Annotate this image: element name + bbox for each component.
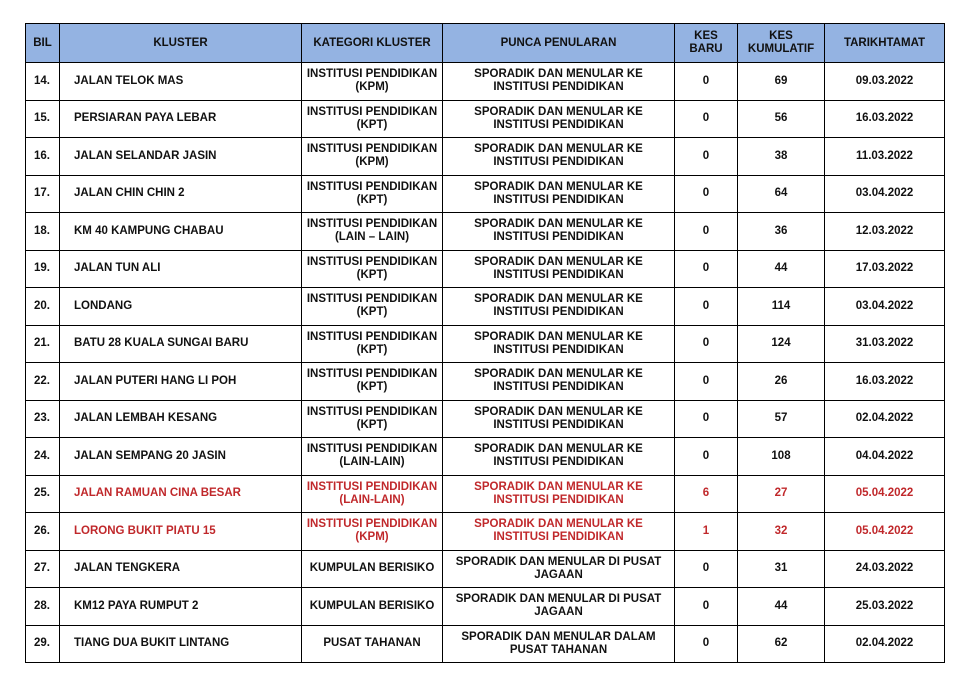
- cell-tarikh: [825, 213, 945, 251]
- cell-bil: [26, 438, 60, 476]
- cell-tarikh: [825, 100, 945, 138]
- cell-punca: [443, 625, 675, 663]
- cell-kluster-kluster: JALAN RAMUAN CINA BESAR: [74, 487, 241, 500]
- cell-punca: [443, 550, 675, 588]
- cell-kes-baru: [675, 475, 738, 513]
- cell-punca: [443, 438, 675, 476]
- cell-bil: [26, 588, 60, 626]
- cell-kategori: [302, 138, 443, 176]
- cell-kes-baru-baru: 0: [702, 412, 710, 425]
- header-tarikh: TARIKHTAMAT: [825, 24, 945, 63]
- cell-kes-kumulatif: [738, 138, 825, 176]
- cell-tarikh: [825, 513, 945, 551]
- cell-bil-bil: 27.: [34, 562, 50, 575]
- cell-kes-kumulatif: [738, 550, 825, 588]
- table-row: [26, 363, 945, 401]
- cell-kategori-kat1: INSTITUSI PENDIDIKAN: [306, 443, 438, 456]
- cell-kategori: [302, 550, 443, 588]
- cell-kategori-kat2: (LAIN-LAIN): [339, 493, 405, 506]
- cell-punca-punca2: INSTITUSI PENDIDIKAN: [493, 156, 624, 169]
- table-row: [26, 213, 945, 251]
- cell-kluster-kluster: TIANG DUA BUKIT LINTANG: [74, 637, 230, 650]
- cell-bil-bil: 14.: [34, 74, 50, 87]
- cell-punca-punca1: SPORADIK DAN MENULAR KE: [474, 330, 643, 343]
- cell-kes-baru: [675, 625, 738, 663]
- cell-kes-baru-baru: 0: [702, 562, 710, 575]
- cell-tarikh: [825, 588, 945, 626]
- cell-bil-bil: 22.: [34, 374, 50, 387]
- cell-kategori-kat1: PUSAT TAHANAN: [323, 637, 421, 650]
- cell-kes-kumulatif: [738, 363, 825, 401]
- cell-kluster: [60, 550, 302, 588]
- cell-kategori-kat1: INSTITUSI PENDIDIKAN: [306, 143, 438, 156]
- cell-kluster-kluster: JALAN LEMBAH KESANG: [74, 412, 218, 425]
- cell-kluster: [60, 400, 302, 438]
- cell-punca-punca2: INSTITUSI PENDIDIKAN: [493, 231, 624, 244]
- table-header-row: [26, 24, 945, 63]
- cell-bil-bil: 16.: [34, 149, 50, 162]
- cell-kes-kumulatif-kumulatif: 108: [771, 449, 791, 462]
- cell-bil: [26, 138, 60, 176]
- cell-punca-punca1: SPORADIK DAN MENULAR KE: [474, 105, 643, 118]
- cell-bil: [26, 550, 60, 588]
- cell-kes-kumulatif-kumulatif: 114: [771, 299, 791, 312]
- cell-punca-punca2: INSTITUSI PENDIDIKAN: [493, 418, 624, 431]
- cell-kes-kumulatif-kumulatif: 31: [774, 562, 788, 575]
- cell-tarikh-tarikh: 16.03.2022: [855, 374, 914, 387]
- cell-kategori-kat2: (KPT): [356, 381, 388, 394]
- cell-tarikh-tarikh: 09.03.2022: [855, 74, 914, 87]
- cell-bil-bil: 20.: [34, 299, 50, 312]
- cell-kluster-kluster: JALAN SEMPANG 20 JASIN: [74, 449, 226, 462]
- cell-kes-baru-baru: 0: [702, 599, 710, 612]
- cell-kes-kumulatif: [738, 588, 825, 626]
- cell-bil: [26, 513, 60, 551]
- cell-kategori: [302, 213, 443, 251]
- cell-punca: [443, 138, 675, 176]
- cell-tarikh-tarikh: 24.03.2022: [855, 562, 914, 575]
- cell-kes-kumulatif: [738, 175, 825, 213]
- cell-punca-punca2: INSTITUSI PENDIDIKAN: [493, 306, 624, 319]
- cell-bil: [26, 100, 60, 138]
- cell-bil-bil: 19.: [34, 262, 50, 275]
- cell-tarikh: [825, 625, 945, 663]
- cell-kes-baru: [675, 550, 738, 588]
- cell-bil-bil: 23.: [34, 412, 50, 425]
- cell-tarikh: [825, 63, 945, 101]
- cell-kategori-kat2: (KPM): [355, 81, 389, 94]
- cell-kes-kumulatif: [738, 400, 825, 438]
- cell-punca-punca2: INSTITUSI PENDIDIKAN: [493, 493, 624, 506]
- cell-tarikh-tarikh: 05.04.2022: [855, 524, 914, 537]
- cell-punca-punca1: SPORADIK DAN MENULAR DI PUSAT: [455, 555, 662, 568]
- cell-kes-baru-baru: 0: [702, 299, 710, 312]
- cell-kluster: [60, 250, 302, 288]
- cell-kluster: [60, 363, 302, 401]
- cell-kluster: [60, 588, 302, 626]
- cell-bil: [26, 325, 60, 363]
- cell-kategori-kat1: INSTITUSI PENDIDIKAN: [306, 405, 438, 418]
- cell-kes-baru-baru: 0: [702, 149, 710, 162]
- cell-kategori: [302, 363, 443, 401]
- cell-kategori: [302, 438, 443, 476]
- header-kes-baru-line2: BARU: [689, 43, 723, 55]
- cell-punca: [443, 513, 675, 551]
- cell-punca: [443, 250, 675, 288]
- cell-kategori: [302, 475, 443, 513]
- cell-kes-baru-baru: 0: [702, 224, 710, 237]
- table-row: [26, 250, 945, 288]
- cell-tarikh-tarikh: 03.04.2022: [855, 187, 914, 200]
- cell-kategori: [302, 175, 443, 213]
- cell-punca-punca2: INSTITUSI PENDIDIKAN: [493, 81, 624, 94]
- header-kes-baru-line1: KES: [694, 30, 718, 42]
- cell-kes-kumulatif-kumulatif: 69: [774, 74, 788, 87]
- cell-kategori: [302, 63, 443, 101]
- cell-bil: [26, 288, 60, 326]
- cell-punca-punca2: INSTITUSI PENDIDIKAN: [493, 531, 624, 544]
- cell-tarikh: [825, 325, 945, 363]
- cell-punca-punca2: JAGAAN: [534, 606, 583, 619]
- table-row: [26, 100, 945, 138]
- cell-kluster-kluster: LONDANG: [74, 299, 133, 312]
- cell-kategori-kat1: KUMPULAN BERISIKO: [309, 562, 435, 575]
- cell-kes-kumulatif-kumulatif: 124: [771, 337, 791, 350]
- cell-bil-bil: 17.: [34, 187, 50, 200]
- header-bil: BIL: [26, 24, 60, 63]
- cell-kluster: [60, 175, 302, 213]
- cell-kluster: [60, 100, 302, 138]
- cell-punca: [443, 363, 675, 401]
- cell-punca-punca1: SPORADIK DAN MENULAR DI PUSAT: [455, 593, 662, 606]
- cell-kes-kumulatif-kumulatif: 57: [774, 412, 788, 425]
- cell-kluster: [60, 288, 302, 326]
- cell-kategori: [302, 400, 443, 438]
- cell-kategori-kat2: (KPT): [356, 118, 388, 131]
- cell-kes-kumulatif: [738, 625, 825, 663]
- cell-kes-baru-baru: 0: [702, 449, 710, 462]
- cell-kes-baru: [675, 513, 738, 551]
- cell-kes-kumulatif-kumulatif: 62: [774, 637, 788, 650]
- cell-kategori-kat1: INSTITUSI PENDIDIKAN: [306, 368, 438, 381]
- cell-kategori: [302, 625, 443, 663]
- cell-punca-punca2: INSTITUSI PENDIDIKAN: [493, 381, 624, 394]
- cell-punca: [443, 325, 675, 363]
- cell-punca: [443, 63, 675, 101]
- cell-kes-kumulatif: [738, 250, 825, 288]
- cell-bil-bil: 29.: [34, 637, 50, 650]
- cell-kes-kumulatif-kumulatif: 44: [774, 262, 788, 275]
- cell-bil-bil: 24.: [34, 449, 50, 462]
- cell-bil: [26, 363, 60, 401]
- cell-punca-punca2: PUSAT TAHANAN: [509, 643, 608, 656]
- cell-kluster: [60, 138, 302, 176]
- cell-kategori-kat2: (KPT): [356, 418, 388, 431]
- cell-kluster-kluster: BATU 28 KUALA SUNGAI BARU: [74, 337, 249, 350]
- cell-kes-baru: [675, 438, 738, 476]
- cell-kluster-kluster: LORONG BUKIT PIATU 15: [74, 524, 216, 537]
- table-row: [26, 138, 945, 176]
- cell-kes-baru: [675, 63, 738, 101]
- cell-tarikh: [825, 550, 945, 588]
- cell-punca-punca1: SPORADIK DAN MENULAR KE: [474, 368, 643, 381]
- cell-punca-punca2: INSTITUSI PENDIDIKAN: [493, 268, 624, 281]
- cell-tarikh: [825, 250, 945, 288]
- cell-kluster: [60, 325, 302, 363]
- cell-punca: [443, 100, 675, 138]
- cell-kategori-kat2: (KPT): [356, 193, 388, 206]
- cell-kategori-kat2: (KPT): [356, 306, 388, 319]
- cell-tarikh-tarikh: 04.04.2022: [855, 449, 914, 462]
- cell-kategori-kat2: (LAIN – LAIN): [334, 231, 410, 244]
- cell-kes-kumulatif: [738, 513, 825, 551]
- cell-kes-baru: [675, 250, 738, 288]
- cell-kes-baru-baru: 0: [702, 74, 710, 87]
- cell-tarikh-tarikh: 16.03.2022: [855, 112, 914, 125]
- cell-kes-baru: [675, 138, 738, 176]
- cell-kes-kumulatif: [738, 213, 825, 251]
- cell-punca: [443, 588, 675, 626]
- cell-bil: [26, 250, 60, 288]
- cell-tarikh-tarikh: 02.04.2022: [855, 637, 914, 650]
- table-row: [26, 325, 945, 363]
- header-kes-kumulatif-line2: KUMULATIF: [747, 43, 815, 55]
- cell-kategori-kat2: (KPT): [356, 343, 388, 356]
- cell-kes-baru-baru: 0: [702, 374, 710, 387]
- cell-kluster-kluster: JALAN CHIN CHIN 2: [74, 187, 185, 200]
- cell-punca-punca1: SPORADIK DAN MENULAR KE: [474, 480, 643, 493]
- cell-punca-punca2: INSTITUSI PENDIDIKAN: [493, 343, 624, 356]
- cell-kategori-kat1: INSTITUSI PENDIDIKAN: [306, 218, 438, 231]
- cell-kes-kumulatif: [738, 438, 825, 476]
- cell-kategori-kat2: (LAIN-LAIN): [339, 456, 405, 469]
- cell-kes-kumulatif-kumulatif: 26: [774, 374, 788, 387]
- table-row: [26, 438, 945, 476]
- header-kes-kumulatif-line1: KES: [769, 30, 793, 42]
- cell-tarikh: [825, 438, 945, 476]
- cell-punca-punca1: SPORADIK DAN MENULAR KE: [474, 443, 643, 456]
- cell-kluster-kluster: JALAN SELANDAR JASIN: [74, 149, 217, 162]
- table-row: [26, 288, 945, 326]
- cell-bil: [26, 63, 60, 101]
- cell-bil-bil: 26.: [34, 524, 50, 537]
- cell-bil: [26, 400, 60, 438]
- cell-kategori: [302, 513, 443, 551]
- cell-kluster-kluster: JALAN PUTERI HANG LI POH: [74, 374, 237, 387]
- cell-kluster: [60, 438, 302, 476]
- cell-kes-baru: [675, 100, 738, 138]
- cell-kategori: [302, 100, 443, 138]
- cell-kes-baru-baru: 6: [702, 487, 710, 500]
- header-kes-baru: [675, 24, 738, 63]
- cell-punca-punca1: SPORADIK DAN MENULAR KE: [474, 518, 643, 531]
- table-body: [26, 63, 945, 663]
- cell-tarikh: [825, 138, 945, 176]
- table-row: [26, 588, 945, 626]
- cell-punca-punca2: INSTITUSI PENDIDIKAN: [493, 193, 624, 206]
- cell-kategori-kat1: INSTITUSI PENDIDIKAN: [306, 255, 438, 268]
- cell-kes-baru: [675, 363, 738, 401]
- cell-punca: [443, 213, 675, 251]
- cell-kluster-kluster: JALAN TENGKERA: [74, 562, 181, 575]
- cell-kategori-kat2: (KPT): [356, 268, 388, 281]
- cell-kluster-kluster: JALAN TUN ALI: [74, 262, 161, 275]
- cell-tarikh-tarikh: 17.03.2022: [855, 262, 914, 275]
- cell-kategori-kat2: (KPM): [355, 156, 389, 169]
- header-kluster: KLUSTER: [60, 24, 302, 63]
- cell-punca-punca1: SPORADIK DAN MENULAR KE: [474, 255, 643, 268]
- cell-kes-kumulatif: [738, 475, 825, 513]
- cell-punca-punca1: SPORADIK DAN MENULAR KE: [474, 293, 643, 306]
- cell-tarikh-tarikh: 25.03.2022: [855, 599, 914, 612]
- cell-kes-kumulatif: [738, 325, 825, 363]
- cell-kategori-kat1: KUMPULAN BERISIKO: [309, 599, 435, 612]
- cell-punca-punca2: INSTITUSI PENDIDIKAN: [493, 456, 624, 469]
- cell-kes-baru-baru: 0: [702, 112, 710, 125]
- cell-kluster: [60, 513, 302, 551]
- cell-kategori-kat1: INSTITUSI PENDIDIKAN: [306, 480, 438, 493]
- cell-bil-bil: 28.: [34, 599, 50, 612]
- cell-kategori: [302, 325, 443, 363]
- cell-kluster-kluster: JALAN TELOK MAS: [74, 74, 184, 87]
- cell-kategori: [302, 250, 443, 288]
- cell-kategori-kat2: (KPM): [355, 531, 389, 544]
- cluster-table: [25, 23, 945, 663]
- cell-punca-punca1: SPORADIK DAN MENULAR KE: [474, 405, 643, 418]
- cell-kluster: [60, 213, 302, 251]
- cell-kategori-kat1: INSTITUSI PENDIDIKAN: [306, 518, 438, 531]
- header-kategori: KATEGORI KLUSTER: [302, 24, 443, 63]
- cell-kes-kumulatif: [738, 288, 825, 326]
- cell-kes-kumulatif-kumulatif: 64: [774, 187, 788, 200]
- cell-kluster: [60, 625, 302, 663]
- cell-kategori: [302, 588, 443, 626]
- cell-punca-punca1: SPORADIK DAN MENULAR KE: [474, 68, 643, 81]
- cell-bil-bil: 25.: [34, 487, 50, 500]
- table-row: [26, 625, 945, 663]
- cell-kategori: [302, 288, 443, 326]
- cell-kluster-kluster: KM12 PAYA RUMPUT 2: [74, 599, 199, 612]
- table-row: [26, 63, 945, 101]
- cell-punca-punca1: SPORADIK DAN MENULAR KE: [474, 143, 643, 156]
- cell-punca-punca2: JAGAAN: [534, 568, 583, 581]
- cell-bil: [26, 625, 60, 663]
- cell-kes-baru-baru: 0: [702, 337, 710, 350]
- table-row: [26, 400, 945, 438]
- cell-bil-bil: 21.: [34, 337, 50, 350]
- cell-punca: [443, 175, 675, 213]
- cell-kes-kumulatif: [738, 100, 825, 138]
- cell-bil-bil: 15.: [34, 112, 50, 125]
- header-punca: PUNCA PENULARAN: [443, 24, 675, 63]
- cell-kategori-kat1: INSTITUSI PENDIDIKAN: [306, 105, 438, 118]
- cell-tarikh: [825, 175, 945, 213]
- cell-tarikh: [825, 400, 945, 438]
- cell-kes-baru-baru: 0: [702, 262, 710, 275]
- cell-tarikh-tarikh: 05.04.2022: [855, 487, 914, 500]
- cell-tarikh-tarikh: 11.03.2022: [856, 149, 913, 162]
- cell-punca: [443, 400, 675, 438]
- cell-punca-punca1: SPORADIK DAN MENULAR KE: [474, 180, 643, 193]
- cell-kes-baru: [675, 175, 738, 213]
- cell-kes-baru-baru: 0: [702, 187, 710, 200]
- cell-kes-baru-baru: 0: [702, 637, 710, 650]
- cell-kes-baru-baru: 1: [702, 524, 710, 537]
- cell-kategori-kat1: INSTITUSI PENDIDIKAN: [306, 68, 438, 81]
- cell-kes-baru: [675, 588, 738, 626]
- cell-punca-punca1: SPORADIK DAN MENULAR DALAM: [461, 630, 656, 643]
- table-row: [26, 550, 945, 588]
- cell-kes-kumulatif-kumulatif: 36: [774, 224, 788, 237]
- cell-punca: [443, 288, 675, 326]
- table-row: [26, 475, 945, 513]
- cell-kes-baru: [675, 288, 738, 326]
- cell-kes-kumulatif-kumulatif: 44: [774, 599, 788, 612]
- cell-bil: [26, 475, 60, 513]
- cell-kluster-kluster: KM 40 KAMPUNG CHABAU: [74, 224, 224, 237]
- cell-kes-kumulatif-kumulatif: 27: [774, 487, 788, 500]
- cell-kluster-kluster: PERSIARAN PAYA LEBAR: [74, 112, 217, 125]
- cell-kes-baru: [675, 400, 738, 438]
- cell-tarikh-tarikh: 12.03.2022: [855, 224, 914, 237]
- cell-tarikh: [825, 288, 945, 326]
- cell-punca-punca1: SPORADIK DAN MENULAR KE: [474, 218, 643, 231]
- cell-tarikh-tarikh: 02.04.2022: [855, 412, 914, 425]
- cell-kluster: [60, 63, 302, 101]
- cell-kategori-kat1: INSTITUSI PENDIDIKAN: [306, 180, 438, 193]
- cell-punca-punca2: INSTITUSI PENDIDIKAN: [493, 118, 624, 131]
- cell-punca: [443, 475, 675, 513]
- cell-bil: [26, 175, 60, 213]
- cell-kes-kumulatif-kumulatif: 56: [774, 112, 788, 125]
- cell-bil-bil: 18.: [34, 224, 50, 237]
- cell-tarikh-tarikh: 31.03.2022: [855, 337, 914, 350]
- cell-tarikh: [825, 475, 945, 513]
- cell-kes-baru: [675, 213, 738, 251]
- cell-kes-baru: [675, 325, 738, 363]
- cell-kategori-kat1: INSTITUSI PENDIDIKAN: [306, 293, 438, 306]
- cell-tarikh-tarikh: 03.04.2022: [855, 299, 914, 312]
- cell-bil: [26, 213, 60, 251]
- cell-kluster: [60, 475, 302, 513]
- cell-kategori-kat1: INSTITUSI PENDIDIKAN: [306, 330, 438, 343]
- table-row: [26, 175, 945, 213]
- cell-kes-kumulatif-kumulatif: 32: [774, 524, 788, 537]
- cell-tarikh: [825, 363, 945, 401]
- cell-kes-kumulatif-kumulatif: 38: [774, 149, 788, 162]
- table-row: [26, 513, 945, 551]
- cell-kes-kumulatif: [738, 63, 825, 101]
- header-kes-kumulatif: [738, 24, 825, 63]
